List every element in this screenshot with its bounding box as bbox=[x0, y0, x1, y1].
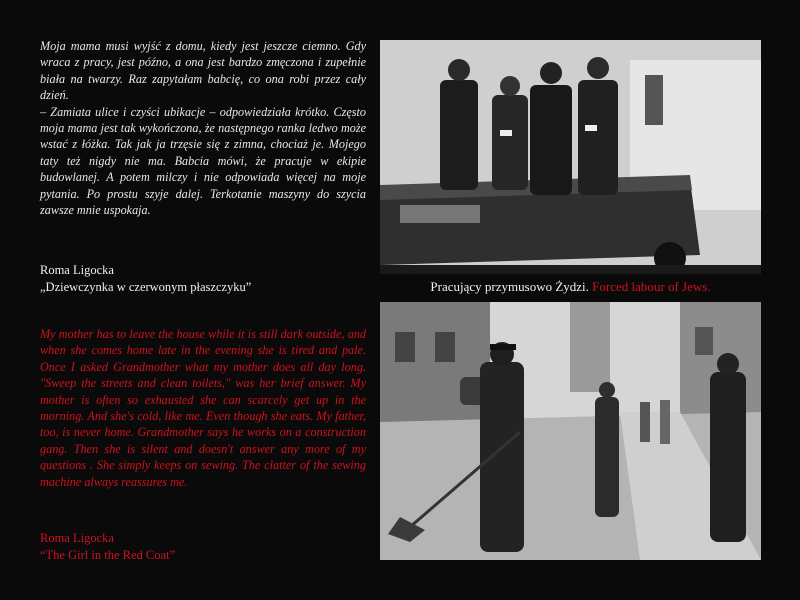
photo-caption-english: Forced labour of Jews. bbox=[592, 279, 711, 294]
photo-street-illustration bbox=[380, 302, 761, 560]
polish-quote-paragraph-1: Moja mama musi wyjść z domu, kiedy jest jeszcze ciemno. Gdy wraca z pracy, jest późno, a ona jest bardzo zmęczona i zupełnie biała na twarzy. Raz zapytałam babcię, co ona robi przez cały dzień. bbox=[40, 39, 366, 103]
english-quote: My mother has to leave the house while it is still dark outside, and when she comes home late in the evening she is tired and pale. Once I asked Grandmother what my mother does all day long. "Sweep the streets and clean toilets," was her brief answer. My mother is often so exhausted she can scarcely get up in the morning. And she's cold, like me. Even though she eats. My father, too, is never home. Grandmother says he works on a construction gang. Then she is silent and doesn't answer any more of my questions . She simply keeps on sewing. The clatter of the sewing machine always reassures me. bbox=[40, 327, 366, 489]
english-attribution-author: Roma Ligocka bbox=[40, 531, 114, 545]
photo-caption-polish: Pracujący przymusowo Żydzi. bbox=[430, 279, 589, 294]
english-attribution bbox=[40, 530, 175, 563]
polish-attribution bbox=[40, 262, 251, 295]
photo-truck-illustration bbox=[380, 40, 761, 274]
polish-quote-paragraph-2: – Zamiata ulice i czyści ubikacje – odpowiedziała krótko. Często moja mama jest tak wykończona, że następnego ranka ledwo może wstać z łóżka. Tak jak ja trzęsie się z zimna, chociaż je. Mojego taty też nigdy nie ma. Babcia mówi, że pracuje w ekipie budowlanej. A potem milczy i nie odpowiada więcej na moje pytania. Po prostu szyje dalej. Terkotanie maszyny do szycia zawsze mnie uspokaja. bbox=[40, 104, 366, 218]
english-attribution-title: “The Girl in the Red Coat” bbox=[40, 547, 176, 562]
polish-attribution-author: Roma Ligocka bbox=[40, 263, 114, 277]
polish-attribution-title: „Dziewczynka w czerwonym płaszczyku” bbox=[40, 279, 252, 294]
polish-quote bbox=[40, 38, 366, 218]
photo-caption bbox=[380, 278, 761, 296]
photo-forced-labour-truck bbox=[380, 40, 761, 274]
photo-street-sweeping bbox=[380, 302, 761, 560]
